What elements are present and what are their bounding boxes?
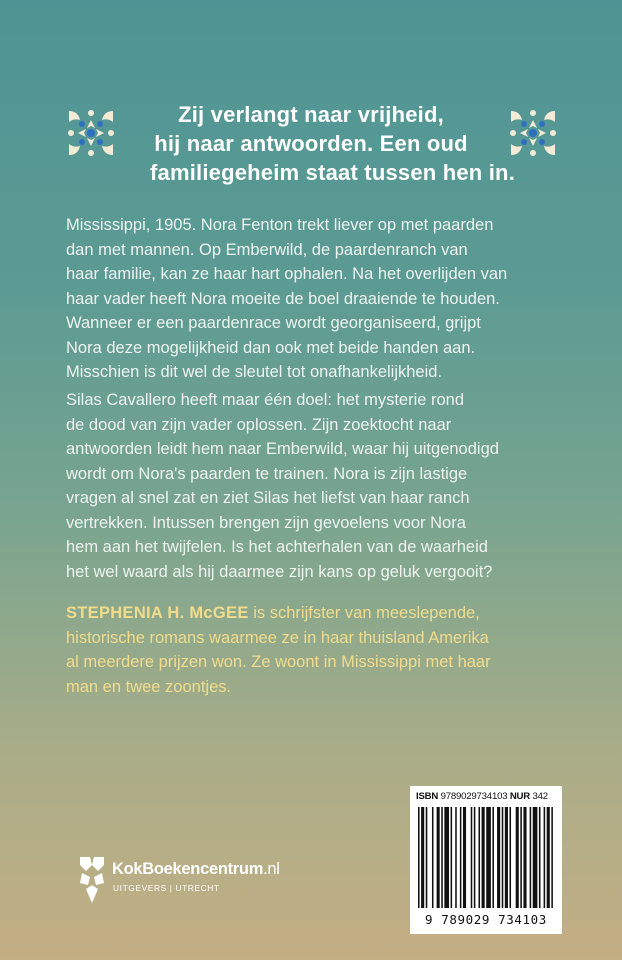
blurb-line: Nora deze mogelijkheid dan ook met beide handen aan. — [66, 338, 476, 357]
blurb-paragraph-2 — [66, 388, 566, 584]
blurb-line: haar familie, kan ze haar hart ophalen. Na het overlijden van — [66, 265, 508, 283]
barcode-bar — [523, 807, 526, 908]
barcode-bar — [497, 807, 500, 908]
barcode-bar — [486, 807, 491, 908]
barcode-bar — [451, 807, 453, 908]
folk-flower-tile-icon — [66, 108, 116, 158]
isbn-label: ISBN — [416, 791, 439, 802]
blurb-line: haar vader heeft Nora moeite de boel draaiende te houden. — [66, 289, 500, 308]
isbn-barcode — [410, 786, 562, 934]
tagline-line: hij naar antwoorden. Een oud — [154, 131, 468, 156]
barcode-digits: 9 789029 734103 — [425, 912, 547, 927]
barcode-bar — [474, 807, 476, 908]
blurb-line: Wanneer er een paardenrace wordt georganiseerd, grijpt — [66, 314, 481, 332]
blurb-line: de dood van zijn vader oplossen. Zijn zoektocht naar — [66, 415, 452, 434]
barcode-bar — [505, 807, 508, 908]
blurb-line: Silas Cavallero heeft maar één doel: het mysterie rond — [66, 391, 465, 409]
author-bio-text: is schrijfster van meeslepende, — [248, 604, 480, 622]
publisher-subline: UITGEVERS | UTRECHT — [113, 883, 220, 893]
barcode-bar — [444, 807, 449, 908]
blurb-line: het wel waard als hij daarmee zijn kans op geluk vergooit? — [66, 562, 493, 581]
publisher-name — [112, 860, 280, 879]
barcode-bar — [551, 807, 553, 908]
isbn-line — [416, 791, 556, 802]
author-name: STEPHENIA H. McGEE — [66, 604, 249, 622]
barcode-bar — [421, 807, 424, 908]
barcode-bar — [544, 807, 546, 908]
publisher-brand: KokBoekencentrum — [112, 860, 264, 878]
barcode-bar — [437, 807, 440, 908]
barcode-bar — [426, 807, 428, 908]
author-bio-line: al meerdere prijzen won. Ze woont in Mississippi met haar — [66, 653, 491, 671]
publisher-suffix: .nl — [263, 860, 280, 878]
barcode-bar — [482, 807, 485, 908]
barcode-bar — [533, 807, 538, 908]
blurb-line: vragen al snel zat en ziet Silas het liefst van haar ranch — [66, 489, 470, 507]
barcode-bar — [460, 807, 462, 908]
barcode-bar — [441, 807, 443, 908]
tagline — [150, 100, 516, 187]
nur-number: 342 — [530, 791, 548, 802]
kokboekencentrum-logo — [78, 855, 106, 905]
blurb-line: antwoorden leidt hem naar Emberwild, waar hij uitgenodigd — [66, 440, 499, 458]
barcode-bar — [418, 807, 420, 908]
blurb-line: dan met mannen. Op Emberwild, de paardenranch van — [66, 240, 468, 259]
author-bio-line: historische romans waarmee ze in haar thuisland Amerika — [66, 628, 489, 647]
author-bio-line: man en twee zoontjes. — [66, 677, 232, 696]
isbn-number: 9789029734103 — [438, 791, 510, 802]
barcode-bar — [492, 807, 494, 908]
barcode-bar — [539, 807, 541, 908]
barcode-bars — [418, 807, 556, 908]
blurb-paragraph-1 — [66, 213, 566, 385]
tagline-line: Zij verlangt naar vrijheid, — [178, 102, 444, 127]
author-bio — [66, 601, 566, 699]
blurb-line: Misschien is dit wel de sleutel tot onafhankelijkheid. — [66, 363, 443, 381]
blurb-line: hem aan het twijfelen. Is het achterhalen van de waarheid — [66, 538, 488, 556]
folk-flower-tile-icon — [508, 108, 558, 158]
blurb-line: vertrekken. Intussen brengen zijn gevoelens voor Nora — [66, 513, 466, 532]
barcode-bar — [520, 807, 522, 908]
blurb-line: wordt om Nora's paarden te trainen. Nora is zijn lastige — [66, 464, 468, 483]
barcode-bar — [432, 807, 434, 908]
blurb-line: Mississippi, 1905. Nora Fenton trekt liever op met paarden — [66, 216, 494, 234]
tagline-line: familiegeheim staat tussen hen in. — [150, 160, 516, 185]
nur-label: NUR — [509, 791, 531, 802]
barcode-bar — [547, 807, 550, 908]
barcode-bar — [502, 807, 504, 908]
barcode-bar — [516, 807, 519, 908]
barcode-bar — [509, 807, 511, 908]
barcode-bar — [455, 807, 457, 908]
barcode-bar — [471, 807, 473, 908]
barcode-bar — [530, 807, 532, 908]
author-bio-line — [66, 601, 566, 626]
barcode-bar — [463, 807, 466, 908]
barcode-bar — [478, 807, 480, 908]
